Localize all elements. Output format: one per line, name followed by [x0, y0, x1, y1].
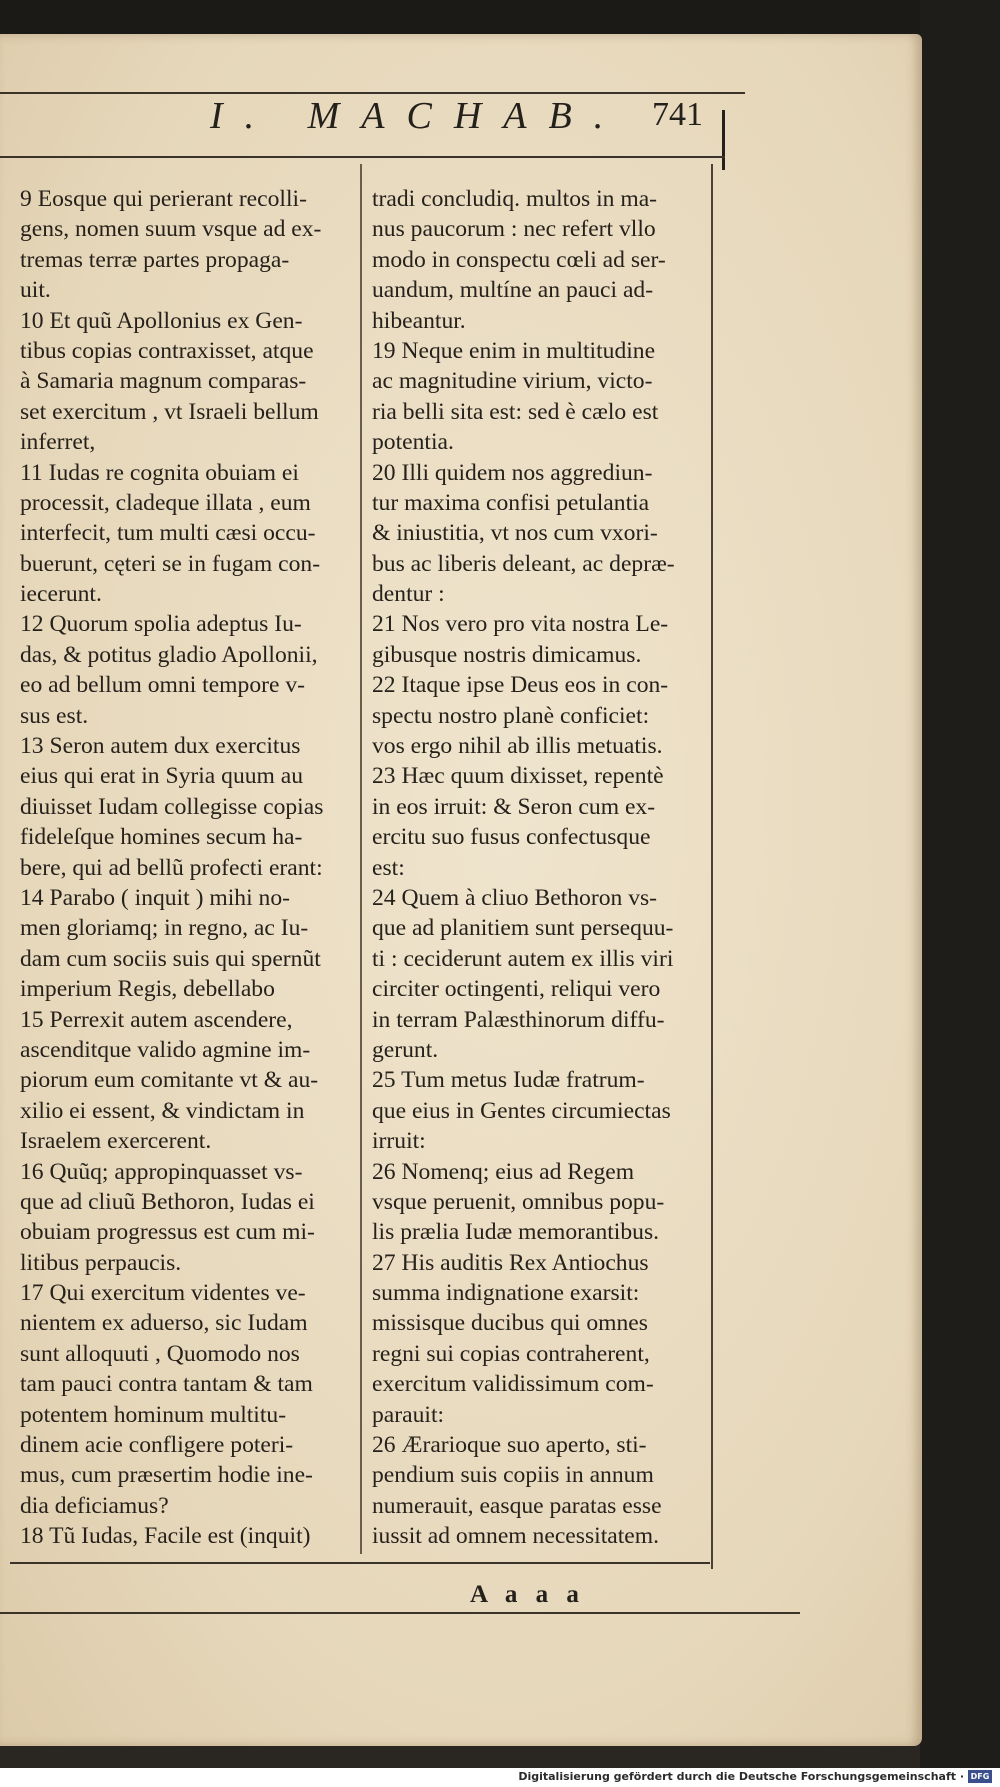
right-column-line: modo in conspectu cœli ad ser- — [372, 246, 666, 273]
left-column-line: nientem ex aduerso, sic Iudam — [20, 1310, 308, 1337]
right-column-line: que eius in Gentes circumiectas — [372, 1097, 671, 1124]
right-column-rule — [711, 164, 713, 1569]
right-column-line: 24 Quem à cliuo Bethoron vs- — [372, 884, 658, 911]
right-column-line: ti : ceciderunt autem ex illis viri — [372, 945, 674, 972]
left-column-line: obuiam progressus est cum mi- — [20, 1219, 315, 1246]
left-column-line: uit. — [20, 277, 51, 304]
running-title: I. MACHAB. — [210, 95, 626, 137]
right-column-line: potentia. — [372, 429, 454, 456]
left-column-line: 17 Qui exercitum videntes ve- — [20, 1280, 306, 1307]
book-page — [0, 34, 922, 1746]
right-column-line: spectu nostro planè conficiet: — [372, 702, 650, 729]
right-column-line: 26 Nomenq; eius ad Regem — [372, 1158, 635, 1185]
left-column-line: processit, cladeque illata , eum — [20, 489, 311, 516]
left-column-line: dia deficiamus? — [20, 1492, 169, 1519]
page-number: 741 — [652, 96, 703, 133]
right-column-line: 20 Illi quidem nos aggrediun- — [372, 459, 653, 486]
signature-mark: A a a a — [470, 1581, 585, 1608]
right-column-line: gerunt. — [372, 1036, 439, 1063]
scan-right-background — [920, 0, 1000, 1787]
right-column-line: ac magnitudine virium, victo- — [372, 368, 653, 395]
left-column-line: gens, nomen suum vsque ad ex- — [20, 216, 322, 243]
left-column-line: xilio ei essent, & vindictam in — [20, 1097, 305, 1124]
right-column-line: 26 Ærarioque suo aperto, sti- — [372, 1432, 647, 1459]
left-column-line: set exercitum , vt Israeli bellum — [20, 398, 319, 425]
right-column-line: 19 Neque enim in multitudine — [372, 337, 656, 364]
left-column-line: 12 Quorum spolia adeptus Iu- — [20, 611, 302, 638]
left-column-line: 13 Seron autem dux exercitus — [20, 733, 301, 760]
left-column-line: eius qui erat in Syria quum au — [20, 763, 304, 790]
right-column-line: gibusque nostris dimicamus. — [372, 641, 642, 668]
right-column-line: in terram Palæsthinorum diffu- — [372, 1006, 665, 1033]
right-column-line: 25 Tum metus Iudæ fratrum- — [372, 1067, 645, 1094]
left-column-line: 16 Quũq; appropinquasset vs- — [20, 1158, 303, 1185]
left-column-line: que ad cliuũ Bethoron, Iudas ei — [20, 1188, 315, 1215]
bottom-rule — [10, 1562, 710, 1564]
right-column-line: irruit: — [372, 1128, 426, 1155]
left-column-line: piorum eum comitante vt & au- — [20, 1067, 319, 1094]
right-column-line: 22 Itaque ipse Deus eos in con- — [372, 672, 669, 699]
left-column-line: fideleſque homines secum ha- — [20, 824, 303, 851]
left-column-line: tibus copias contraxisset, atque — [20, 337, 314, 364]
right-column-line: & iniustitia, vt nos cum vxori- — [372, 520, 658, 547]
column-top-rule — [0, 156, 725, 158]
left-column-line: das, & potitus gladio Apollonii, — [20, 641, 318, 668]
left-column-line: bere, qui ad bellũ profecti erant: — [20, 854, 323, 881]
left-column-line: inferret, — [20, 429, 96, 456]
left-column-line: men gloriamq; in regno, ac Iu- — [20, 915, 309, 942]
left-column-line: Israelem exercerent. — [20, 1128, 212, 1155]
left-column-line: buerunt, cęteri se in fugam con- — [20, 550, 321, 577]
left-column-line: 9 Eosque qui perierant recolli- — [20, 186, 307, 212]
right-column-line: in eos irruit: & Seron cum ex- — [372, 793, 656, 820]
right-column-line: missisque ducibus qui omnes — [372, 1310, 648, 1337]
left-column-line: iecerunt. — [20, 581, 102, 608]
right-column-line: regni sui copias contraherent, — [372, 1340, 650, 1367]
left-text-column — [20, 184, 356, 1552]
right-column-line: iussit ad omnem necessitatem. — [372, 1523, 659, 1550]
right-column-line: ria belli sita est: sed è cælo est — [372, 398, 659, 425]
left-column-line: eo ad bellum omni tempore v- — [20, 672, 306, 699]
left-column-line: 10 Et quũ Apollonius ex Gen- — [20, 307, 303, 334]
scan-top-shadow — [0, 0, 1000, 34]
right-column-line: tradi concludiq. multos in ma- — [372, 186, 658, 212]
right-column-line: parauit: — [372, 1401, 445, 1428]
left-column-line: ascenditque valido agmine im- — [20, 1036, 311, 1063]
column-gutter-rule — [360, 164, 362, 1554]
left-column-line: dinem acie confligere poteri- — [20, 1432, 294, 1459]
footer-rule — [0, 1612, 800, 1614]
left-column-line: interfecit, tum multi cæsi occu- — [20, 520, 316, 547]
right-column-line: tur maxima confisi petulantia — [372, 489, 650, 516]
right-column-line: nus paucorum : nec refert vllo — [372, 216, 656, 243]
left-column-line: dam cum sociis suis qui spernũt — [20, 945, 321, 972]
right-column-line: uandum, multíne an pauci ad- — [372, 277, 654, 304]
right-column-line: ercitu suo fusus confectusque — [372, 824, 651, 851]
right-column-line: 23 Hæc quum dixisset, repentè — [372, 763, 664, 790]
right-column-line: vsque peruenit, omnibus popu- — [372, 1188, 665, 1215]
left-column-line: imperium Regis, debellabo — [20, 976, 275, 1003]
right-column-line: summa indignatione exarsit: — [372, 1280, 640, 1307]
right-column-line: exercitum validissimum com- — [372, 1371, 654, 1398]
left-column-line: 14 Parabo ( inquit ) mihi no- — [20, 884, 290, 911]
left-column-line: tam pauci contra tantam & tam — [20, 1371, 313, 1398]
left-column-line: tremas terræ partes propaga- — [20, 246, 290, 273]
right-column-line: numerauit, easque paratas esse — [372, 1492, 662, 1519]
right-column-line: lis prælia Iudæ memorantibus. — [372, 1219, 660, 1246]
left-column-line: potentem hominum multitu- — [20, 1401, 287, 1428]
right-column-line: hibeantur. — [372, 307, 466, 334]
right-column-line: que ad planitiem sunt persequu- — [372, 915, 674, 942]
left-column-line: diuisset Iudam collegisse copias — [20, 793, 324, 820]
left-column-line: litibus perpaucis. — [20, 1249, 182, 1276]
right-text-column — [372, 184, 708, 1552]
digitization-credit: Digitalisierung gefördert durch die Deutsche Forschungsgemeinschaft · — [518, 1770, 964, 1783]
dfg-logo: DFG — [968, 1770, 992, 1783]
right-column-line: vos ergo nihil ab illis metuatis. — [372, 733, 663, 760]
right-column-line: circiter octingenti, reliqui vero — [372, 976, 661, 1003]
right-column-line: 27 His auditis Rex Antiochus — [372, 1249, 649, 1276]
left-column-line: mus, cum præsertim hodie ine- — [20, 1462, 313, 1489]
right-column-line: est: — [372, 854, 405, 881]
left-column-line: sunt alloquuti , Quomodo nos — [20, 1340, 300, 1367]
left-column-line: à Samaria magnum comparas- — [20, 368, 307, 395]
header-margin-mark — [722, 110, 725, 170]
left-column-line: sus est. — [20, 702, 89, 729]
right-column-line: bus ac liberis deleant, ac depræ- — [372, 550, 675, 577]
left-column-line: 18 Tũ Iudas, Facile est (inquit) — [20, 1523, 311, 1550]
left-column-line: 15 Perrexit autem ascendere, — [20, 1006, 293, 1033]
right-column-line: 21 Nos vero pro vita nostra Le- — [372, 611, 669, 638]
right-column-line: pendium suis copiis in annum — [372, 1462, 654, 1489]
right-column-line: dentur : — [372, 581, 445, 608]
left-column-line: 11 Iudas re cognita obuiam ei — [20, 459, 299, 486]
